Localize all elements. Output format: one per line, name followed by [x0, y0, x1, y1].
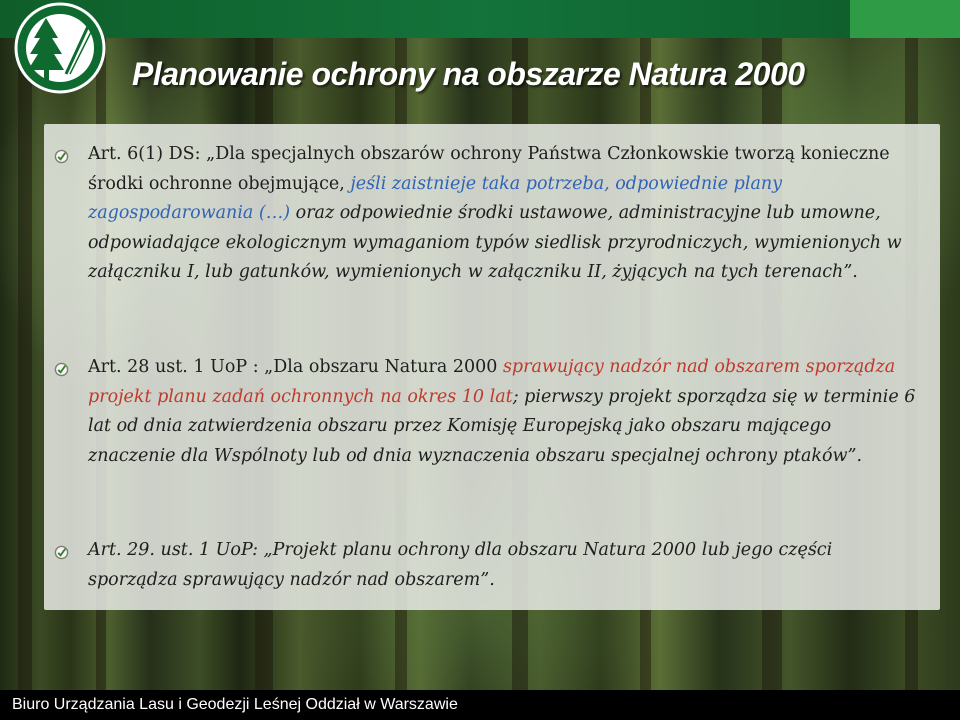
paragraph-art6	[88, 140, 918, 288]
tree-emblem-icon	[6, 0, 114, 96]
header-accent-box	[850, 0, 960, 38]
forest-trunk	[18, 0, 32, 720]
checkmark-circle-icon	[54, 545, 69, 560]
footer-text: Biuro Urządzania Lasu i Geodezji Leśnej Oddział w Warszawie	[12, 696, 458, 713]
art6-text-end: oraz odpowiednie środki ustawowe, administracyjne lub umowne, odpowiadające ekologicznym wymaganiom typów siedlisk przyrodniczych, wymienionych w załączniku I, lub gatunków, wymienionych w załączniku II, żyjących na tych terenach”.	[88, 203, 902, 282]
slide-title: Planowanie ochrony na obszarze Natura 2000	[132, 56, 805, 92]
art28-text-highlight: sprawujący nadzór nad obszarem sporządza projekt planu zadań ochronnych na okres 10 lat	[88, 357, 896, 407]
art6-text-highlight: jeśli zaistnieje taka potrzeba, odpowiednie plany zagospodarowania (…)	[88, 173, 783, 223]
header-band	[0, 0, 960, 38]
art6-text-start: Art. 6(1) DS: „Dla specjalnych obszarów ochrony Państwa Członkowskie tworzą konieczne środki ochronne obejmujące,	[88, 144, 890, 194]
paragraph-art28	[88, 353, 918, 471]
paragraph-art29	[88, 536, 918, 595]
art28-text-start: Art. 28 ust. 1 UoP : „Dla obszaru Natura 2000	[88, 357, 503, 377]
footer-bar	[0, 690, 960, 720]
checkmark-circle-icon	[54, 362, 69, 377]
art28-text-end: ; pierwszy projekt sporządza się w terminie 6 lat od dnia zatwierdzenia obszaru przez Komisję Europejską jako obszaru mającego znaczenie dla Wspólnoty lub od dnia wyznaczenia obszaru specjalnej ochrony ptaków”.	[88, 386, 916, 466]
checkmark-circle-icon	[54, 149, 69, 164]
content-panel	[44, 124, 940, 610]
art29-text: Art. 29. ust. 1 UoP: „Projekt planu ochrony dla obszaru Natura 2000 lub jego części sporządza sprawujący nadzór nad obszarem”.	[88, 540, 833, 590]
